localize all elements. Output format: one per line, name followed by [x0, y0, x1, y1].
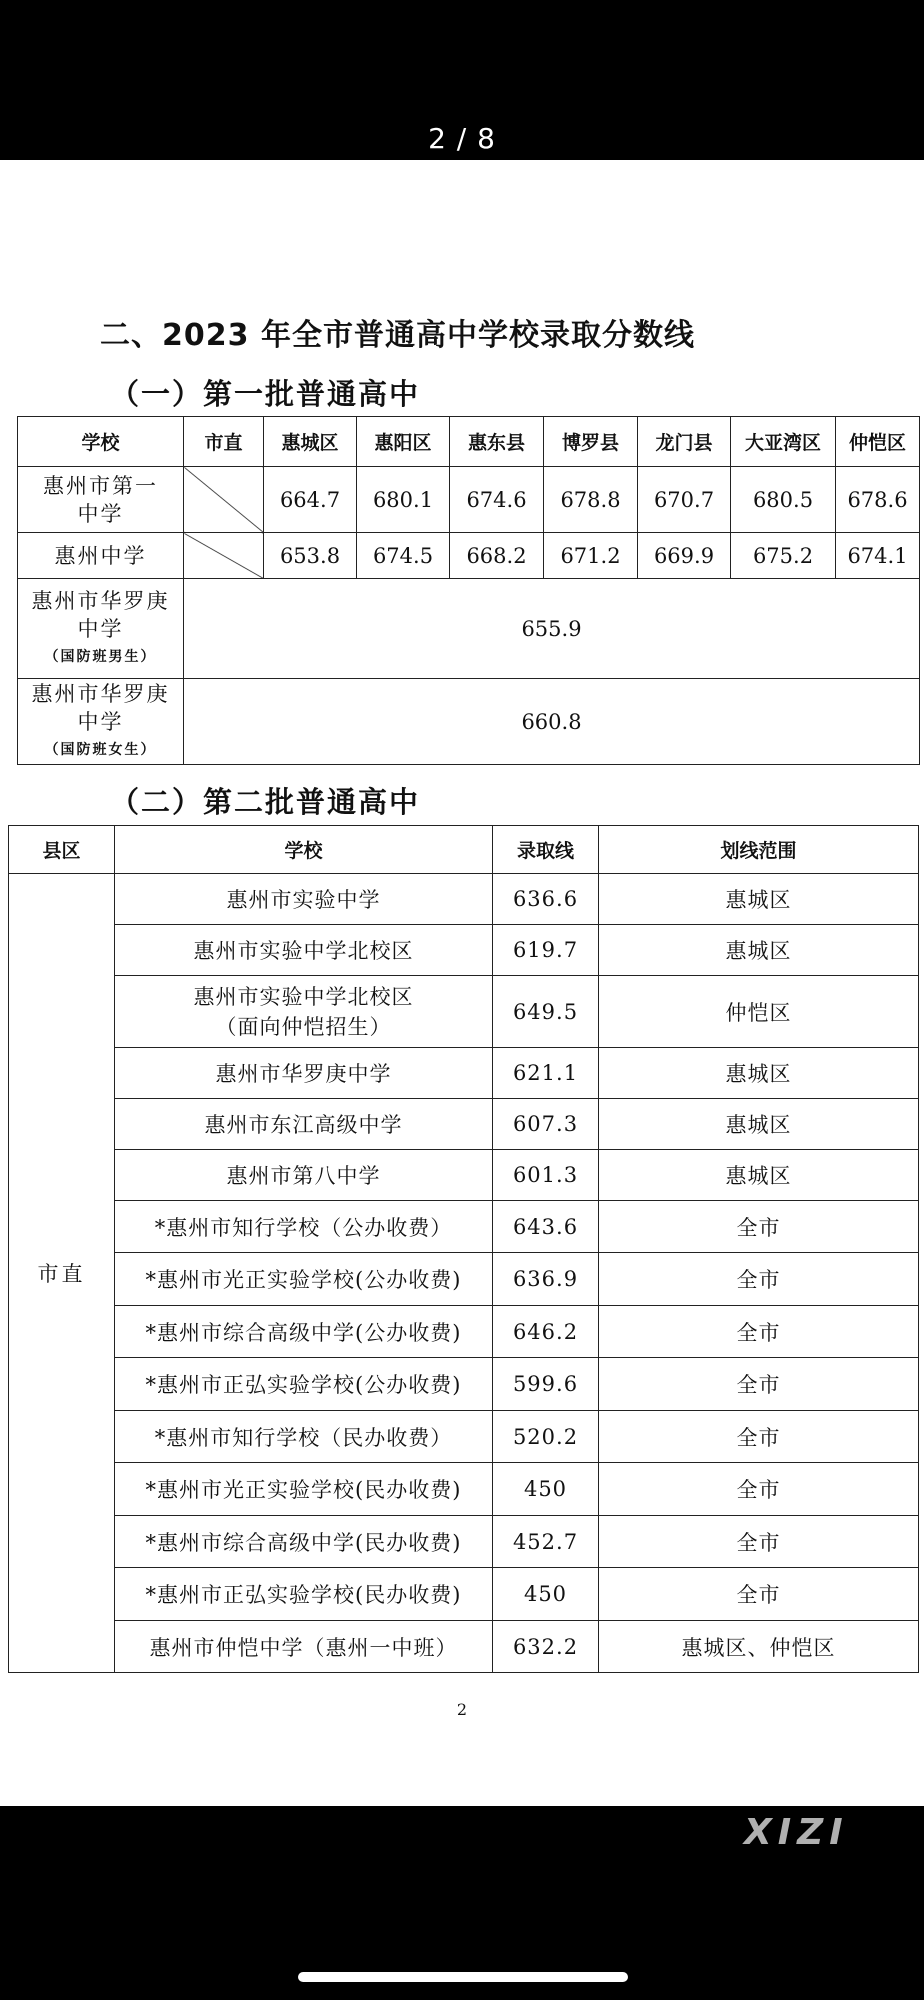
- table-row: [9, 1411, 919, 1463]
- admission-line: 619.7: [493, 925, 599, 976]
- column-header: 学校: [18, 417, 184, 467]
- score-cell: 680.5: [731, 467, 836, 533]
- school-name: 惠州市第八中学: [115, 1150, 493, 1201]
- table-row: [9, 1516, 919, 1568]
- column-header: 惠东县: [450, 417, 544, 467]
- score-cell: 675.2: [731, 533, 836, 579]
- school-name: *惠州市光正实验学校(公办收费): [115, 1253, 493, 1306]
- score-cell: 668.2: [450, 533, 544, 579]
- district-cell: 市直: [9, 874, 115, 1673]
- table-row: [9, 1463, 919, 1516]
- school-name-cell: [115, 976, 493, 1048]
- admission-line: 643.6: [493, 1201, 599, 1253]
- table-row: [9, 1201, 919, 1253]
- admission-line: 621.1: [493, 1048, 599, 1099]
- school-name: *惠州市知行学校（民办收费）: [115, 1411, 493, 1463]
- column-header: 龙门县: [638, 417, 731, 467]
- empty-diagonal-cell: [184, 533, 264, 579]
- admission-line: 601.3: [493, 1150, 599, 1201]
- column-header: 大亚湾区: [731, 417, 836, 467]
- school-name: 惠州市实验中学: [115, 874, 493, 925]
- table-row: [9, 976, 919, 1048]
- admission-line: 450: [493, 1463, 599, 1516]
- column-header: 县区: [9, 826, 115, 874]
- range-cell: 全市: [599, 1463, 919, 1516]
- score-cell: 680.1: [357, 467, 450, 533]
- admission-line: 452.7: [493, 1516, 599, 1568]
- school-name: 惠州市东江高级中学: [115, 1099, 493, 1150]
- home-indicator[interactable]: [298, 1972, 628, 1982]
- range-cell: 惠城区、仲恺区: [599, 1621, 919, 1673]
- school-name: *惠州市正弘实验学校(公办收费): [115, 1358, 493, 1411]
- school-name: 惠州市华罗庚中学: [31, 588, 170, 641]
- watermark-logo: XIZI: [744, 1812, 849, 1853]
- school-name: 惠州市仲恺中学（惠州一中班）: [115, 1621, 493, 1673]
- admission-line: 607.3: [493, 1099, 599, 1150]
- admission-line: 632.2: [493, 1621, 599, 1673]
- table-row: [9, 1150, 919, 1201]
- admission-line: 649.5: [493, 976, 599, 1048]
- page-indicator: 2 / 8: [428, 122, 496, 155]
- score-cell: 678.6: [836, 467, 920, 533]
- school-name: 惠州市华罗庚中学: [115, 1048, 493, 1099]
- table-row: [9, 925, 919, 976]
- second-batch-table: [8, 825, 919, 1673]
- table-row: [18, 467, 920, 533]
- table-row: [9, 1253, 919, 1306]
- school-note: （面向仲恺招生）: [215, 1014, 392, 1039]
- table-row: [9, 1306, 919, 1358]
- score-cell: 660.8: [184, 679, 920, 765]
- table-row: [9, 874, 919, 925]
- school-name: 惠州市第一中学: [18, 467, 184, 533]
- school-note: （国防班男生）: [44, 648, 157, 665]
- admission-line: 450: [493, 1568, 599, 1621]
- school-name-cell: [18, 679, 184, 765]
- school-name: 惠州市实验中学北校区: [115, 925, 493, 976]
- table-row: [9, 1568, 919, 1621]
- school-name-cell: [18, 579, 184, 679]
- range-cell: 全市: [599, 1201, 919, 1253]
- section1-title: （一）第一批普通高中: [110, 377, 421, 411]
- page-number: 2: [456, 1700, 468, 1719]
- range-cell: 全市: [599, 1516, 919, 1568]
- table-row: [18, 679, 920, 765]
- table-row: [9, 1099, 919, 1150]
- admission-line: 636.6: [493, 874, 599, 925]
- score-cell: 655.9: [184, 579, 920, 679]
- score-cell: 674.1: [836, 533, 920, 579]
- range-cell: 惠城区: [599, 1150, 919, 1201]
- viewer-top-bar: [0, 0, 924, 160]
- school-name: *惠州市综合高级中学(民办收费): [115, 1516, 493, 1568]
- column-header: 录取线: [493, 826, 599, 874]
- range-cell: 全市: [599, 1306, 919, 1358]
- range-cell: 惠城区: [599, 1099, 919, 1150]
- column-header: 划线范围: [599, 826, 919, 874]
- range-cell: 全市: [599, 1253, 919, 1306]
- admission-line: 636.9: [493, 1253, 599, 1306]
- table-header-row: [9, 826, 919, 874]
- empty-diagonal-cell: [184, 467, 264, 533]
- school-note: （国防班女生）: [44, 741, 157, 758]
- column-header: 博罗县: [544, 417, 638, 467]
- column-header: 仲恺区: [836, 417, 920, 467]
- range-cell: 惠城区: [599, 1048, 919, 1099]
- school-name: 惠州市实验中学北校区: [193, 984, 414, 1009]
- range-cell: 惠城区: [599, 925, 919, 976]
- range-cell: 仲恺区: [599, 976, 919, 1048]
- document-heading: 二、2023 年全市普通高中学校录取分数线: [100, 318, 695, 353]
- score-cell: 669.9: [638, 533, 731, 579]
- school-name: *惠州市知行学校（公办收费）: [115, 1201, 493, 1253]
- column-header: 惠阳区: [357, 417, 450, 467]
- section2-title: （二）第二批普通高中: [110, 785, 421, 819]
- range-cell: 全市: [599, 1358, 919, 1411]
- table-row: [18, 533, 920, 579]
- score-cell: 664.7: [264, 467, 357, 533]
- table-row: [18, 579, 920, 679]
- score-cell: 678.8: [544, 467, 638, 533]
- range-cell: 惠城区: [599, 874, 919, 925]
- score-cell: 653.8: [264, 533, 357, 579]
- school-name: 惠州中学: [18, 533, 184, 579]
- range-cell: 全市: [599, 1568, 919, 1621]
- score-cell: 674.6: [450, 467, 544, 533]
- score-cell: 670.7: [638, 467, 731, 533]
- admission-line: 599.6: [493, 1358, 599, 1411]
- score-cell: 674.5: [357, 533, 450, 579]
- admission-line: 520.2: [493, 1411, 599, 1463]
- table-row: [9, 1621, 919, 1673]
- column-header: 市直: [184, 417, 264, 467]
- table-row: [9, 1048, 919, 1099]
- score-cell: 671.2: [544, 533, 638, 579]
- school-name: *惠州市光正实验学校(民办收费): [115, 1463, 493, 1516]
- school-name: 惠州市华罗庚中学: [31, 681, 170, 734]
- admission-line: 646.2: [493, 1306, 599, 1358]
- table-row: [9, 1358, 919, 1411]
- range-cell: 全市: [599, 1411, 919, 1463]
- column-header: 学校: [115, 826, 493, 874]
- school-name: *惠州市正弘实验学校(民办收费): [115, 1568, 493, 1621]
- column-header: 惠城区: [264, 417, 357, 467]
- table-header-row: [18, 417, 920, 467]
- first-batch-table: [17, 416, 920, 765]
- school-name: *惠州市综合高级中学(公办收费): [115, 1306, 493, 1358]
